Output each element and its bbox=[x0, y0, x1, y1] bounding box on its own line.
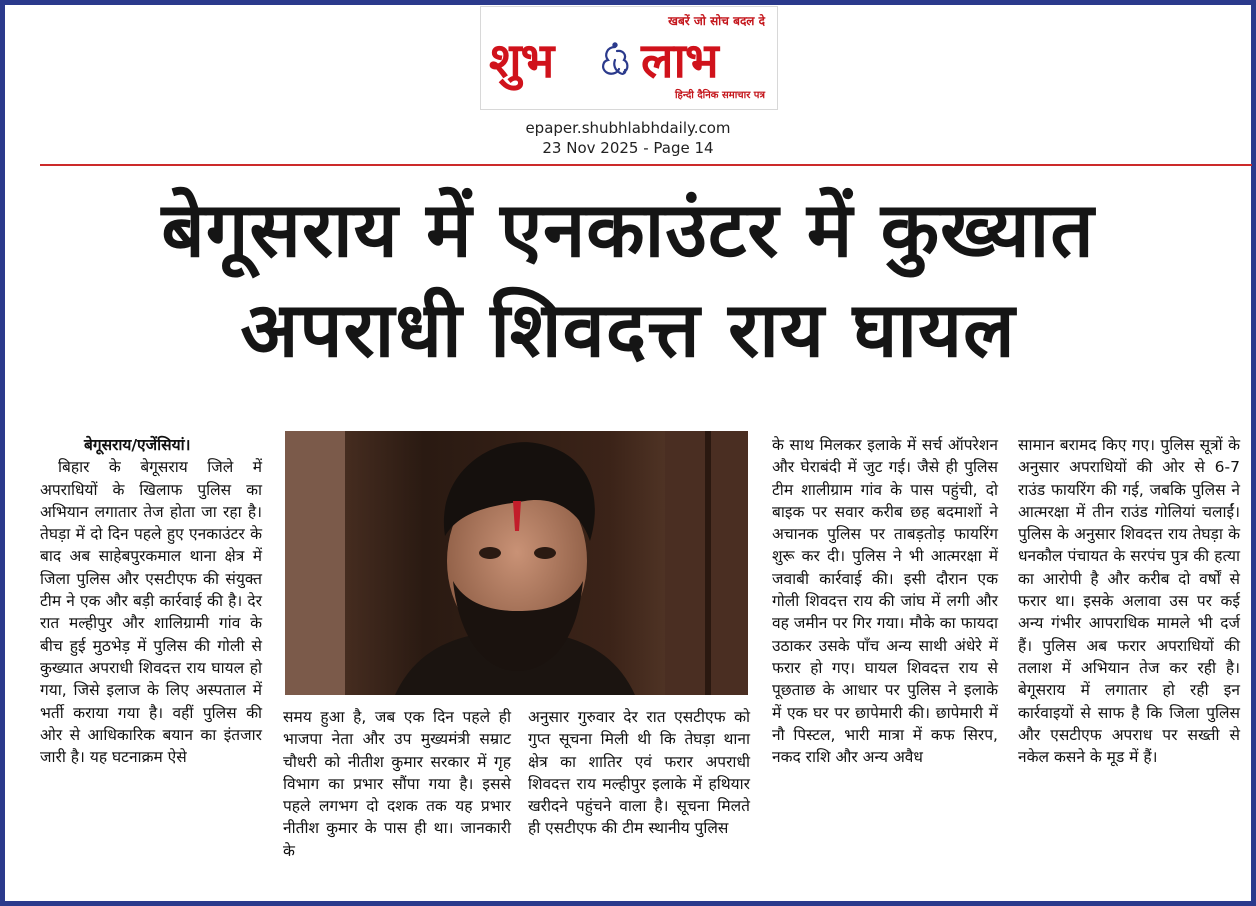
column-4-text: के साथ मिलकर इलाके में सर्च ऑपरेशन और घेराबंदी में जुट गई। जैसे ही पुलिस टीम शालीग्राम गांव के पास पहुंची, दो बाइक पर सवार करीब छह बदमाशों ने अचानक पुलिस पर ताबड़तोड़ फायरिंग शुरू कर दी। पुलिस ने भी आत्मरक्षा में जवाबी कार्रवाई की। इसी दौरान एक गोली शिवदत्त राय की जांघ में लगी और वह जमीन पर गिर गया। मौके का फायदा उठाकर उसके पाँच अन्य साथी अंधेरे में फरार हो गए। घायल शिवदत्त राय से पूछताछ के आधार पर पुलिस ने इलाके में एक घर पर छापेमारी की। छापेमारी में नौ पिस्टल, भारी मात्रा में कफ सिरप, नकद राशि और अन्य अवैध bbox=[772, 436, 998, 767]
logo-word-left: शुभ bbox=[489, 33, 554, 89]
column-5-text: सामान बरामद किए गए। पुलिस सूत्रों के अनुसार अपराधियों की ओर से 6-7 राउंड फायरिंग की गई, जबकि पुलिस ने आत्मरक्षा में तीन राउंड गोलियां चलाईं। पुलिस के अनुसार शिवदत्त राय तेघड़ा के धनकौल पंचायत के सरपंच पुत्र की हत्या का आरोपी है और करीब दो वर्षों से फरार था। इसके अलावा उस पर कई अन्य गंभीर आपराधिक मामले भी दर्ज हैं। पुलिस अब फरार अपराधियों की तलाश में अभियान तेज कर रही है। बेगूसराय में लगातार हो रही इन कार्रवाइयों से साफ है कि जिला पुलिस और एसटीएफ अपराध पर सख्ती से नकेल कसने के मूड में हैं। bbox=[1018, 436, 1240, 767]
logo-tagline: खबरें जो सोच बदल दे bbox=[668, 14, 765, 28]
portrait-image bbox=[285, 431, 748, 695]
column-2-text: समय हुआ है, जब एक दिन पहले ही भाजपा नेता और उप मुख्यमंत्री सम्राट चौधरी को नीतीश कुमार सरकार में गृह विभाग का प्रभार सौंपा गया है। इससे पहले लगभग दो दशक तक यह प्रभार नीतीश कुमार के पास ही था। जानकारी के bbox=[283, 708, 511, 860]
ganesh-emblem-icon bbox=[595, 41, 635, 81]
epaper-url[interactable]: epaper.shubhlabhdaily.com bbox=[525, 119, 731, 137]
edition-date-page: 23 Nov 2025 - Page 14 bbox=[542, 139, 714, 157]
article-column-3 bbox=[528, 706, 750, 840]
article-column-4 bbox=[772, 434, 998, 768]
article-column-5 bbox=[1018, 434, 1240, 768]
article-column-1 bbox=[40, 434, 262, 768]
logo-word-right: लाभ bbox=[641, 33, 718, 89]
article-dateline: बेगूसराय/एजेंसियां। bbox=[84, 436, 191, 454]
column-3-text: अनुसार गुरुवार देर रात एसटीएफ को गुप्त सूचना मिली थी कि तेघड़ा थाना क्षेत्र का शातिर एवं फरार अपराधी शिवदत्त राय मल्हीपुर इलाके में हथियार खरीदने पहुंचने वाला है। सूचना मिलते ही एसटीएफ की टीम स्थानीय पुलिस bbox=[528, 708, 750, 838]
logo-subtitle: हिन्दी दैनिक समाचार पत्र bbox=[674, 90, 765, 101]
accused-photo bbox=[285, 431, 748, 695]
headline-line-2: अपराधी शिवदत्त राय घायल bbox=[240, 285, 1016, 374]
article-headline bbox=[20, 180, 1236, 380]
headline-line-1: बेगूसराय में एनकाउंटर में कुख्यात bbox=[161, 185, 1095, 274]
masthead-divider bbox=[40, 164, 1252, 166]
column-1-text: बिहार के बेगूसराय जिले में अपराधियों के खिलाफ पुलिस का अभियान लगातार तेज होता जा रहा है। तेघड़ा में दो दिन पहले हुए एनकाउंटर के बाद अब साहेबपुरकमाल थाना क्षेत्र में जिला पुलिस और एसटीएफ की संयुक्त टीम ने एक और बड़ी कार्रवाई की है। देर रात मल्हीपुर और शालिग्रामी गांव के बीच हुई मुठभेड़ में पुलिस की गोली से कुख्यात अपराधी शिवदत्त राय घायल हो गया, जिसे इलाज के लिए अस्पताल में भर्ती कराया गया है। वहीं पुलिस की ओर से आधिकारिक बयान का इंतजार जारी है। यह घटनाक्रम ऐसे bbox=[40, 458, 262, 767]
article-column-2 bbox=[283, 706, 511, 862]
masthead-logo[interactable] bbox=[480, 6, 778, 110]
